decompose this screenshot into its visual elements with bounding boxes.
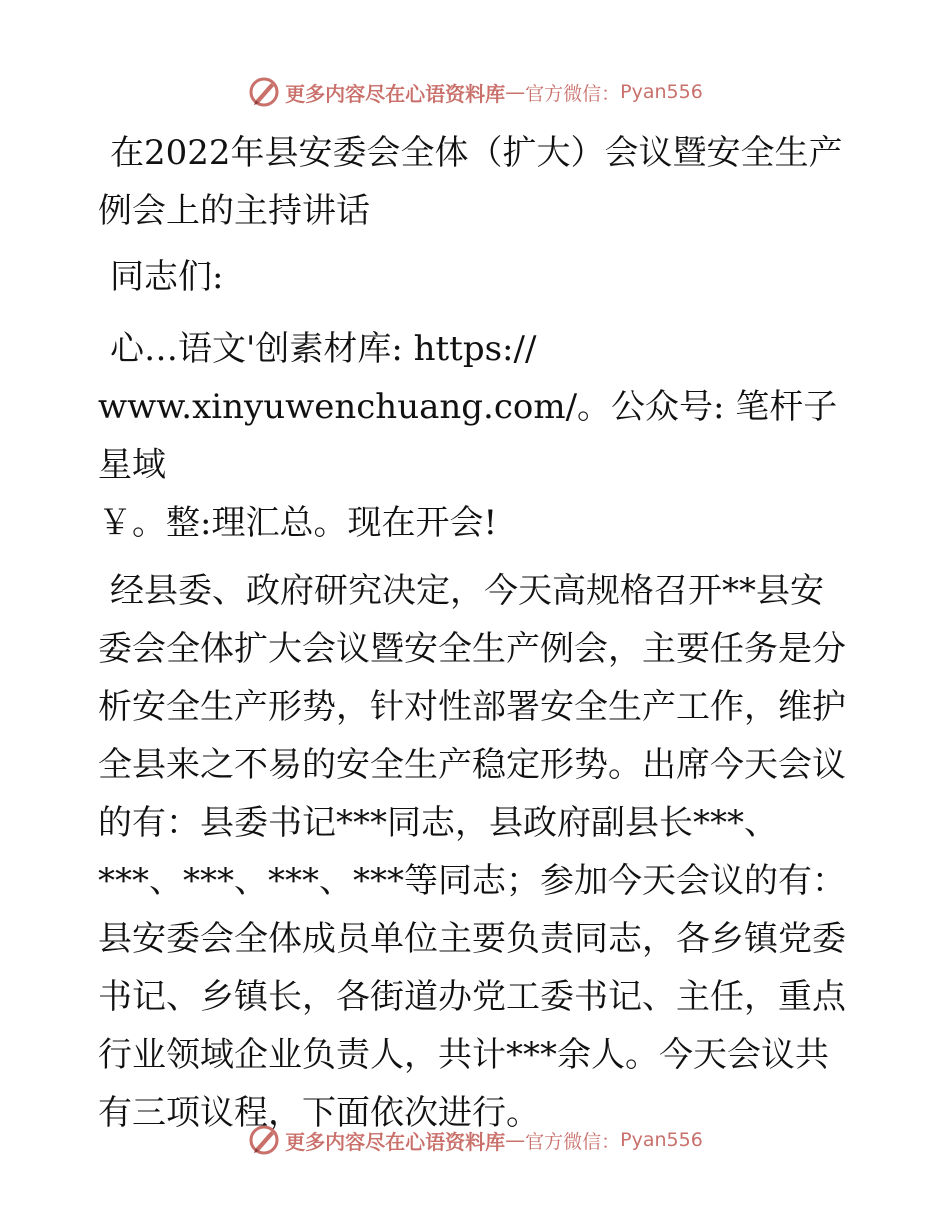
watermark-main-text: 更多内容尽在心语资料库 [285,81,506,106]
watermark-main-text: 更多内容尽在心语资料库 [285,1129,506,1154]
document-body [98,124,850,1142]
watermark-wechat-label: 官方微信： [525,82,621,105]
watermark-wechat-id: Pyan556 [620,1129,703,1151]
watermark-wechat-id: Pyan556 [620,81,703,103]
watermark-dash: — [505,1128,526,1152]
promo-line-3: ￥。整:理汇总。现在开会! [98,503,498,543]
pen-logo-icon [247,75,281,109]
body-paragraph: 经县委、政府研究决定，今天高规格召开**县安委会全体扩大会议暨安全生产例会，主要任务是分析安全生产形势，针对性部署安全生产工作，维护全县来之不易的安全生产稳定形势。出席今天会议的有：县委书记***同志，县政府副县长***、***、***、***、***等同志；参加今天会议的有：县安委会全体成员单位主要负责同志，各乡镇党委书记、乡镇长，各街道办党工委书记、主任，重点行业领域企业负责人，共计***余人。今天会议共有三项议程，下面依次进行。 [98,571,846,1133]
watermark-dash: — [505,80,526,104]
promo-line-2: www.xinyuwenchuang.com/。公众号: 笔杆子星域 [98,387,838,485]
watermark-wechat-label: 官方微信： [525,1130,621,1153]
document-title: 在2022年县安委会全体（扩大）会议暨安全生产例会上的主持讲话 [98,133,843,231]
promo-paragraph [98,320,850,552]
promo-line-1: 心…语文'创素材库: https:// [110,329,537,369]
footer-watermark [0,1120,950,1160]
header-watermark [0,72,950,112]
pen-logo-icon [247,1123,281,1157]
greeting: 同志们: [110,257,224,297]
